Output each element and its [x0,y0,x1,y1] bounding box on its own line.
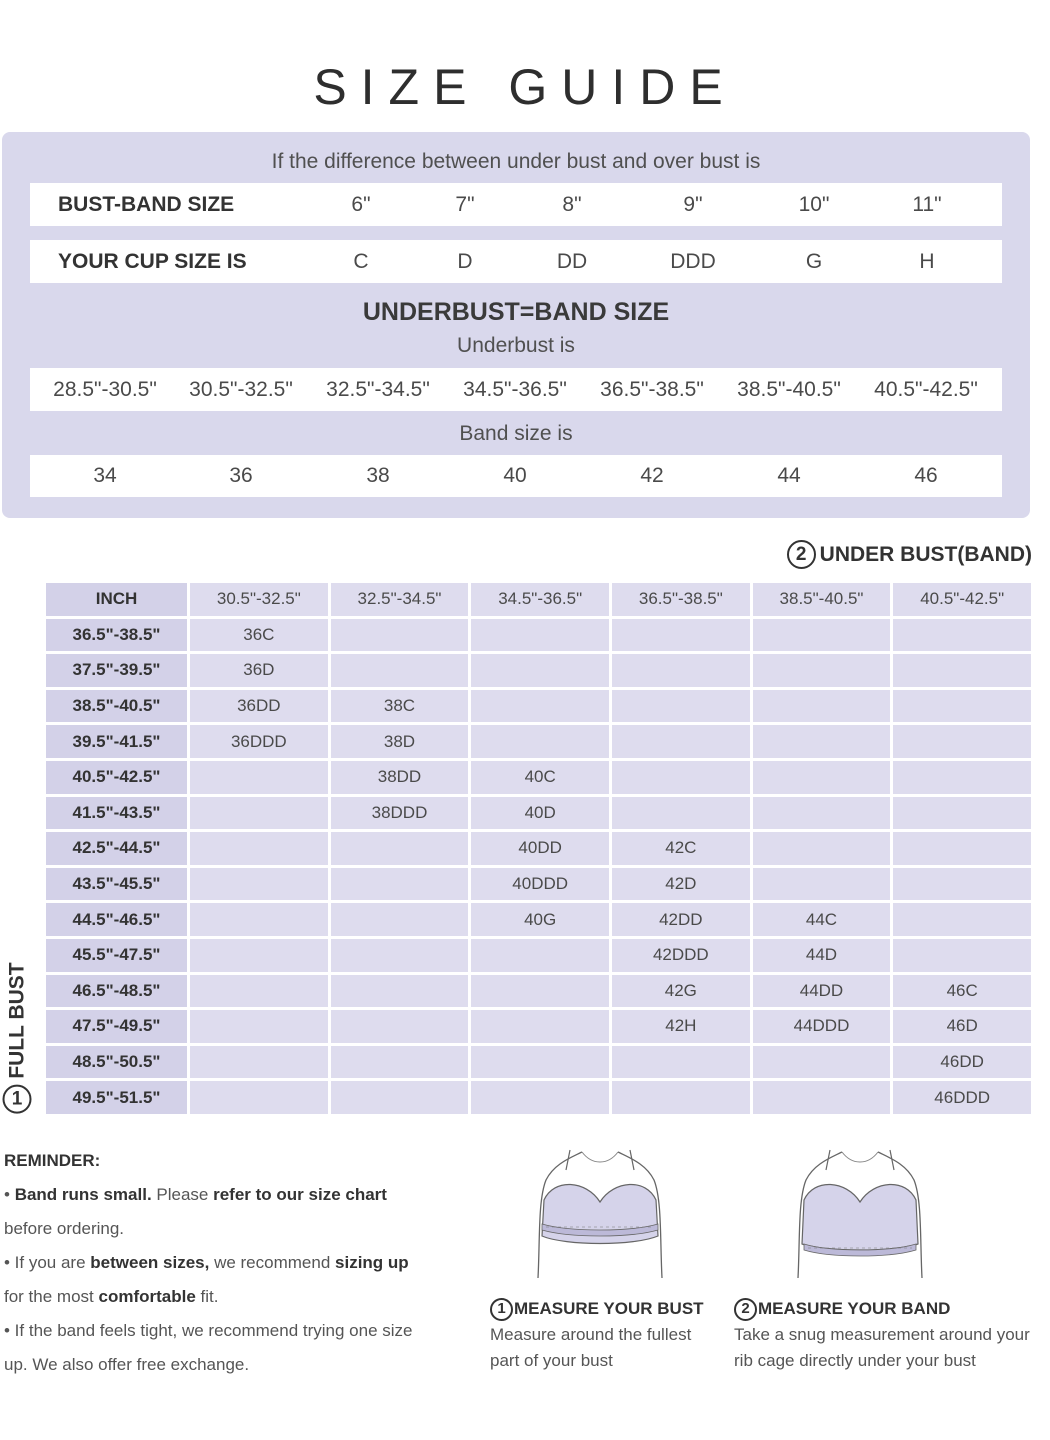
measure-band-line: Take a snug measurement around your [734,1325,1030,1344]
measure-band-line: rib cage directly under your bust [734,1351,976,1370]
size-cell [471,975,609,1008]
size-cell: 42G [612,975,750,1008]
step-number-badge: 1 [490,1298,513,1321]
underbust-caption: Underbust is [457,334,575,357]
measure-bust-line: Measure around the fullest [490,1325,692,1344]
size-cell [893,654,1031,687]
cup-size-label: YOUR CUP SIZE IS [58,249,247,273]
band-size-value: 36 [229,464,253,487]
full-bust-label: FULL BUST [5,962,28,1079]
size-cell [753,725,891,758]
size-cell: 42DD [612,903,750,936]
bust-band-label: BUST-BAND SIZE [58,192,235,216]
size-cell [331,654,469,687]
size-cell: 44DDD [753,1010,891,1043]
underbust-range: 28.5"-30.5" [53,377,157,401]
bust-band-value: 8" [562,192,582,216]
bust-band-value: 9" [683,192,703,216]
size-cell [753,654,891,687]
size-cell [753,832,891,865]
cup-size-value: H [919,249,935,273]
band-caption: Band size is [459,422,573,445]
size-cell [331,975,469,1008]
row-header: 45.5"-47.5" [46,939,187,972]
cup-size-row [30,240,1002,283]
column-header: 38.5"-40.5" [753,583,891,616]
row-header: 37.5"-39.5" [46,654,187,687]
size-cell: 40DD [471,832,609,865]
measure-bust-caption [490,1296,704,1374]
reminder-line: • Band runs small. Please refer to our size chart [4,1185,387,1204]
size-cell: 42D [612,868,750,901]
size-cell [893,868,1031,901]
size-cell: 40C [471,761,609,794]
size-cell: 36DDD [190,725,328,758]
size-cell [612,725,750,758]
underbust-range: 32.5"-34.5" [326,377,430,401]
row-header: 40.5"-42.5" [46,761,187,794]
size-cell: 46D [893,1010,1031,1043]
size-cell [612,1046,750,1079]
size-cell [893,619,1031,652]
size-cell: 44C [753,903,891,936]
column-header: 30.5"-32.5" [190,583,328,616]
size-cell: 40G [471,903,609,936]
size-cell [893,725,1031,758]
size-cell [753,619,891,652]
size-cell [331,1081,469,1114]
size-cell: 40D [471,797,609,830]
column-header: 34.5"-36.5" [471,583,609,616]
measure-bust-title: MEASURE YOUR BUST [514,1299,704,1318]
reminder-line: before ordering. [4,1219,125,1238]
measure-band-title: MEASURE YOUR BAND [758,1299,951,1318]
column-header: 40.5"-42.5" [893,583,1031,616]
size-cell: 38D [331,725,469,758]
size-cell [753,761,891,794]
band-size-value: 42 [640,464,664,487]
page-title: SIZE GUIDE [313,59,737,115]
size-cell: 46C [893,975,1031,1008]
size-cell: 36D [190,654,328,687]
size-cell [753,868,891,901]
size-cell [471,1010,609,1043]
size-cell: 38C [331,690,469,723]
step-number-badge: 1 [3,1085,32,1114]
band-size-value: 40 [503,464,527,487]
size-cell [331,939,469,972]
size-cell: 36DD [190,690,328,723]
measure-band-caption [734,1296,1030,1374]
bust-band-value: 6" [351,192,371,216]
size-cell [190,797,328,830]
size-cell [612,654,750,687]
row-header: 49.5"-51.5" [46,1081,187,1114]
conversion-panel [2,132,1030,518]
row-header: 48.5"-50.5" [46,1046,187,1079]
cup-size-value: DDD [670,249,716,273]
size-cell [612,619,750,652]
size-cell [190,939,328,972]
measure-bust-illustration [530,1140,670,1280]
underbust-heading: UNDERBUST=BAND SIZE [362,298,670,326]
row-header: 47.5"-49.5" [46,1010,187,1043]
size-cell: 44DD [753,975,891,1008]
size-cell [190,868,328,901]
underbust-range: 30.5"-32.5" [189,377,293,401]
size-cell [471,1081,609,1114]
size-cell [893,832,1031,865]
size-cell [190,761,328,794]
cup-size-value: DD [556,249,588,273]
size-cell [612,797,750,830]
size-cell [190,1046,328,1079]
size-cell [893,939,1031,972]
size-cell [331,832,469,865]
size-cell [471,939,609,972]
size-cell [893,903,1031,936]
underbust-range: 40.5"-42.5" [874,377,978,401]
size-cell [612,761,750,794]
size-cell: 38DDD [331,797,469,830]
size-cell [753,1081,891,1114]
row-header: 39.5"-41.5" [46,725,187,758]
band-size-value: 46 [914,464,938,487]
size-cell [190,975,328,1008]
column-header: 32.5"-34.5" [331,583,469,616]
size-cell [190,903,328,936]
size-cell: 42DDD [612,939,750,972]
underbust-row [30,368,1002,411]
full-bust-axis-label [2,960,32,1116]
measure-band-illustration [790,1140,930,1280]
row-header: 43.5"-45.5" [46,868,187,901]
reminder-line: • If you are between sizes, we recommend sizing up [4,1253,409,1272]
size-cell [471,619,609,652]
column-header: 36.5"-38.5" [612,583,750,616]
band-size-value: 44 [777,464,801,487]
size-cell [753,797,891,830]
size-cell: 46DD [893,1046,1031,1079]
size-chart-table [46,583,1031,1114]
row-header: 44.5"-46.5" [46,903,187,936]
under-bust-label: UNDER BUST(BAND) [819,542,1032,566]
size-cell [612,690,750,723]
size-cell [893,761,1031,794]
size-cell [471,725,609,758]
size-cell [331,868,469,901]
size-cell [753,1046,891,1079]
size-cell [190,1081,328,1114]
size-cell [893,690,1031,723]
bust-band-value: 10" [798,192,830,216]
row-header: 41.5"-43.5" [46,797,187,830]
size-cell: 42H [612,1010,750,1043]
size-cell [893,797,1031,830]
band-size-value: 38 [366,464,390,487]
size-cell [190,832,328,865]
row-header: 46.5"-48.5" [46,975,187,1008]
row-header: 36.5"-38.5" [46,619,187,652]
size-cell [331,1046,469,1079]
bust-band-row [30,183,1002,226]
reminder-line: up. We also offer free exchange. [4,1355,250,1374]
reminder-line: for the most comfortable fit. [4,1287,219,1306]
size-cell: 40DDD [471,868,609,901]
cup-size-value: C [353,249,369,273]
reminder-title: REMINDER: [4,1151,101,1170]
size-cell [753,690,891,723]
underbust-range: 38.5"-40.5" [737,377,841,401]
size-cell: 42C [612,832,750,865]
size-cell [471,690,609,723]
size-cell: 44D [753,939,891,972]
step-number-badge: 2 [787,540,816,569]
underbust-range: 34.5"-36.5" [463,377,567,401]
underbust-range: 36.5"-38.5" [600,377,704,401]
cup-size-value: G [805,249,823,273]
under-bust-axis-label [787,540,1032,569]
bust-band-value: 11" [912,192,942,216]
reminder-line: • If the band feels tight, we recommend trying one size [4,1321,413,1340]
row-header: 38.5"-40.5" [46,690,187,723]
band-size-row [30,455,1002,497]
size-cell [471,1046,609,1079]
size-cell [331,619,469,652]
size-cell [331,1010,469,1043]
size-cell: 36C [190,619,328,652]
size-cell [331,903,469,936]
size-cell [471,654,609,687]
size-cell [190,1010,328,1043]
size-cell [612,1081,750,1114]
bust-band-value: 7" [455,192,475,216]
size-cell: 38DD [331,761,469,794]
difference-caption: If the difference between under bust and over bust is [271,150,761,173]
row-header: 42.5"-44.5" [46,832,187,865]
table-corner-header: INCH [46,583,187,616]
cup-size-value: D [457,249,473,273]
reminder-block [4,1144,459,1382]
measure-bust-line: part of your bust [490,1351,613,1370]
step-number-badge: 2 [734,1298,757,1321]
size-cell: 46DDD [893,1081,1031,1114]
band-size-value: 34 [93,464,117,487]
